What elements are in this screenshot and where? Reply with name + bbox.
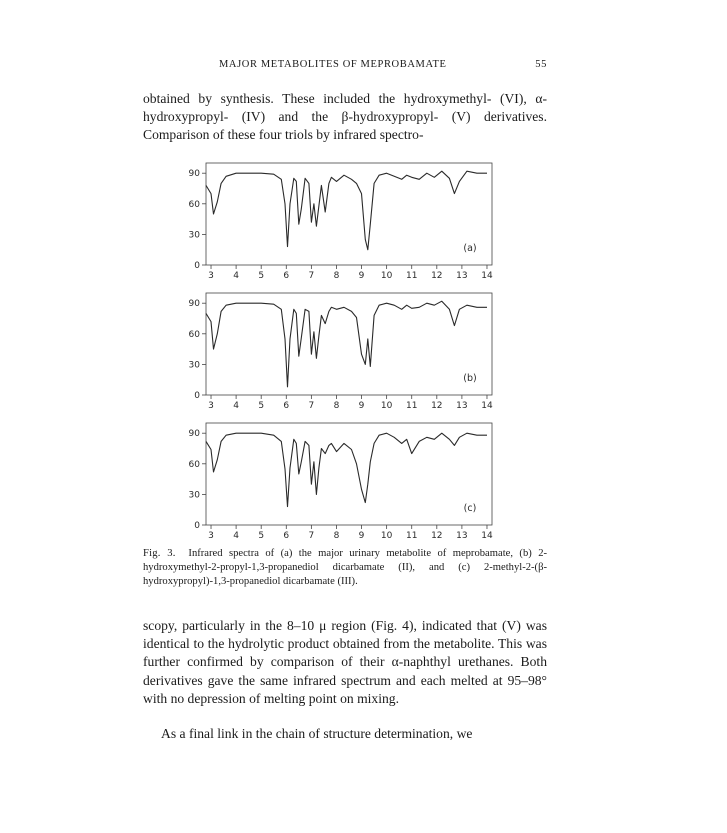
- plot-frame: [206, 423, 492, 525]
- x-tick-label: 3: [208, 401, 214, 411]
- x-tick-label: 4: [233, 401, 239, 411]
- x-tick-label: 8: [333, 271, 340, 281]
- y-tick-label: 30: [188, 360, 200, 371]
- y-tick-label: 60: [188, 459, 200, 470]
- panel-tag: (a): [463, 243, 477, 254]
- y-tick-label: 0: [194, 521, 200, 531]
- x-tick-label: 10: [380, 401, 393, 411]
- body-paragraph-last: As a final link in the chain of structure determination, we: [161, 726, 473, 741]
- spectrum-panel-1: [189, 163, 493, 281]
- x-tick-label: 4: [233, 531, 239, 541]
- x-tick-label: 8: [333, 401, 340, 411]
- x-tick-label: 13: [456, 271, 468, 281]
- x-tick-label: 13: [456, 401, 468, 411]
- ir-spectra-figure: [180, 155, 510, 545]
- x-tick-label: 11: [405, 531, 418, 541]
- x-tick-label: 7: [308, 271, 315, 281]
- x-tick-label: 9: [358, 531, 365, 541]
- caption-label: Fig. 3.: [143, 548, 176, 559]
- y-tick-label: 30: [188, 230, 200, 241]
- spectrum-trace: [206, 171, 487, 250]
- x-tick-label: 10: [380, 271, 393, 281]
- x-tick-label: 10: [380, 531, 393, 541]
- page-number: 55: [535, 59, 547, 70]
- spectrum-trace: [206, 301, 487, 387]
- y-tick-label: 90: [188, 299, 200, 310]
- body-paragraph-bottom: scopy, particularly in the 8–10 μ region (Fig. 4), indicated that (V) was identical to the hydrolytic product obtained from the metabolite. This was further confirmed by comparison of their α-naphthyl urethanes. Both derivatives gave the same infrared spectrum and each melted at 95–98° with no depression of melting point on mixing.: [143, 618, 547, 706]
- x-tick-label: 8: [333, 531, 340, 541]
- x-tick-label: 11: [405, 401, 418, 411]
- y-tick-label: 0: [194, 391, 200, 401]
- x-tick-label: 5: [258, 531, 265, 541]
- x-tick-label: 11: [405, 271, 418, 281]
- x-tick-label: 6: [283, 271, 290, 281]
- y-tick-label: 60: [188, 329, 200, 340]
- x-tick-label: 5: [258, 401, 265, 411]
- caption-text: Infrared spectra of (a) the major urinary metabolite of meprobamate, (b) 2-hydroxymethyl-2-propyl-1,3-propanediol dicarbamate (II), and (c) 2-methyl-2-(β-hydroxypropyl)-1,3-propanediol dicarbamate (III).: [143, 548, 548, 587]
- spectrum-panel-3: [189, 423, 493, 541]
- body-paragraph-top: obtained by synthesis. These included the hydroxymethyl- (VI), α-hydroxypropyl- (IV) and the β-hydroxypropyl- (V) derivatives. Comparison of these four triols by infrared spectro-: [143, 91, 547, 143]
- y-tick-label: 0: [194, 261, 200, 271]
- y-tick-label: 90: [188, 429, 200, 440]
- x-tick-label: 14: [481, 401, 493, 411]
- x-tick-label: 13: [456, 531, 468, 541]
- y-tick-label: 60: [188, 199, 200, 210]
- running-head-title: MAJOR METABOLITES OF MEPROBAMATE: [219, 59, 447, 70]
- x-tick-label: 14: [481, 531, 493, 541]
- x-tick-label: 3: [208, 271, 214, 281]
- x-tick-label: 14: [481, 271, 493, 281]
- x-tick-label: 9: [358, 401, 365, 411]
- x-tick-label: 4: [233, 271, 239, 281]
- x-tick-label: 7: [308, 531, 315, 541]
- figure-3: [180, 155, 510, 545]
- x-tick-label: 3: [208, 531, 214, 541]
- panel-tag: (b): [463, 373, 477, 384]
- spectrum-trace: [206, 433, 487, 506]
- y-tick-label: 90: [188, 169, 200, 180]
- panel-tag: (c): [463, 503, 477, 514]
- x-tick-label: 6: [283, 401, 290, 411]
- x-tick-label: 12: [431, 271, 443, 281]
- figure-caption: [143, 547, 547, 588]
- spectrum-panel-2: [189, 293, 493, 411]
- x-tick-label: 7: [308, 401, 315, 411]
- x-tick-label: 6: [283, 531, 290, 541]
- x-tick-label: 5: [258, 271, 265, 281]
- x-tick-label: 9: [358, 271, 365, 281]
- x-tick-label: 12: [431, 401, 443, 411]
- x-tick-label: 12: [431, 531, 443, 541]
- y-tick-label: 30: [188, 490, 200, 501]
